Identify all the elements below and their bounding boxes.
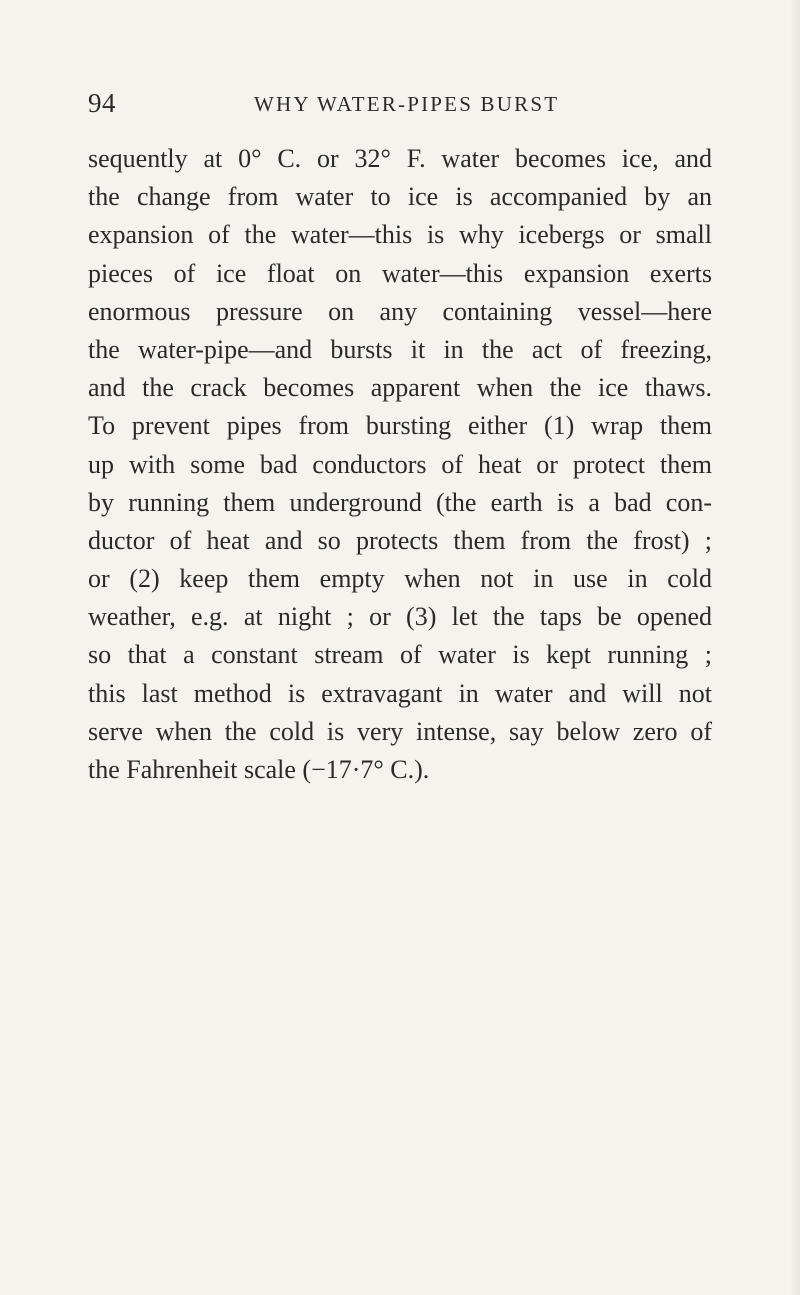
text-line: To prevent pipes from bursting either (1) wrap them [88, 411, 712, 441]
text-line: up with some bad conductors of heat or protect them [88, 449, 712, 479]
text-line: sequently at 0° C. or 32° F. water becomes ice, and [88, 144, 712, 173]
text-line: weather, e.g. at night ; or (3) let the taps be opened [88, 602, 712, 632]
page-edge-shadow [790, 0, 800, 1295]
page-number: 94 [88, 88, 116, 118]
text-line: expansion of the water—this is why icebergs or small [88, 220, 712, 250]
text-line: ductor of heat and so protects them from the frost) ; [88, 525, 712, 555]
text-line: so that a constant stream of water is kept running ; [88, 640, 712, 670]
page-header [88, 88, 738, 120]
text-line: by running them underground (the earth is a bad con- [88, 487, 712, 517]
body-paragraph [88, 140, 712, 789]
text-line: pieces of ice float on water—this expansion exerts [88, 258, 712, 288]
text-line: the water-pipe—and bursts it in the act of freezing, [88, 334, 712, 364]
text-line: serve when the cold is very intense, say below zero of [88, 716, 712, 746]
text-line: or (2) keep them empty when not in use in cold [88, 564, 712, 594]
text-line: and the crack becomes apparent when the ice thaws. [88, 373, 712, 403]
text-line: the Fahrenheit scale (−17·7° C.). [88, 755, 430, 784]
running-head: WHY WATER-PIPES BURST [254, 92, 560, 116]
text-line: enormous pressure on any containing vessel—here [88, 296, 712, 326]
text-line: this last method is extravagant in water and will not [88, 678, 712, 708]
text-line: the change from water to ice is accompanied by an [88, 182, 712, 212]
